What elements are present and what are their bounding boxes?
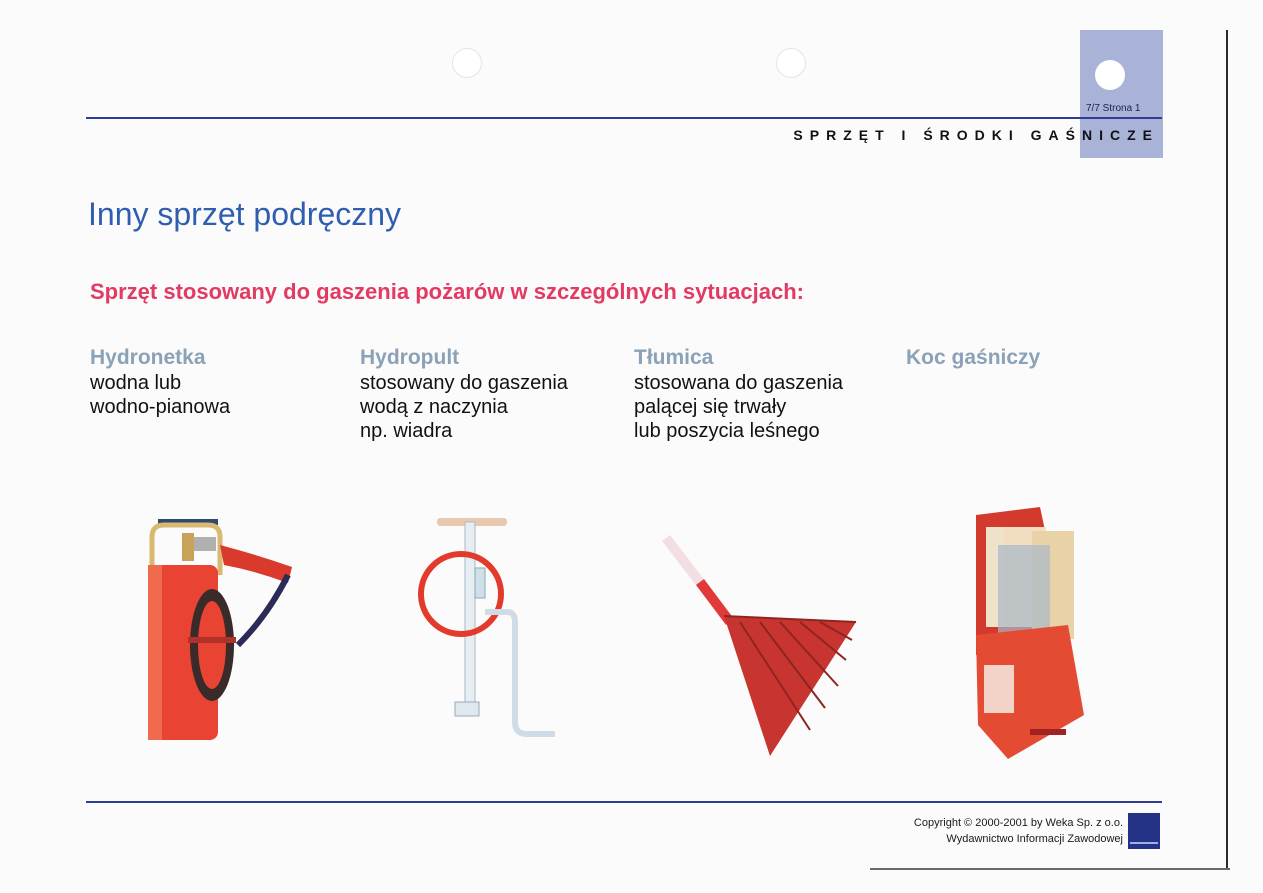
item-name: Koc gaśniczy: [906, 346, 1041, 369]
item-hydropult: [360, 345, 568, 443]
item-desc-line: np. wiadra: [360, 420, 453, 442]
item-name: Hydropult: [360, 346, 460, 369]
page-number: 7/7 Strona 1: [1086, 103, 1141, 114]
running-head: SPRZĘT I ŚRODKI GAŚNICZE: [793, 127, 1159, 143]
item-desc-line: stosowany do gaszenia: [360, 372, 568, 394]
hydropult-illustration-icon: [415, 512, 565, 750]
item-name: Hydronetka: [90, 346, 206, 369]
item-name: Tłumica: [634, 346, 714, 369]
copyright-line: Wydawnictwo Informacji Zawodowej: [946, 833, 1123, 845]
hydronetka-illustration-icon: [128, 515, 298, 740]
footer-rule: [86, 801, 1162, 803]
item-desc-line: stosowana do gaszenia: [634, 372, 844, 394]
item-desc-line: lub poszycia leśnego: [634, 420, 820, 442]
item-desc-line: wodna lub: [90, 372, 182, 394]
copyright-line: Copyright © 2000-2001 by Weka Sp. z o.o.: [913, 817, 1123, 829]
punch-hole-icon: [776, 48, 806, 78]
punch-hole-icon: [452, 48, 482, 78]
copyright: [914, 815, 1123, 847]
tab-hole-icon: [1095, 60, 1125, 90]
weka-logo-stripe-icon: [1130, 842, 1158, 844]
page-title: Inny sprzęt podręczny: [88, 196, 402, 232]
koc-gasniczy-illustration-icon: [968, 505, 1088, 763]
item-tlumica: [634, 345, 843, 443]
header-rule: [86, 117, 1162, 119]
tlumica-illustration-icon: [660, 530, 865, 760]
item-desc-line: wodno-pianowa: [90, 396, 231, 418]
page-edge-shadow-bottom: [870, 868, 1230, 870]
page-edge-shadow: [1226, 30, 1228, 870]
item-hydronetka: [90, 345, 230, 419]
subtitle: Sprzęt stosowany do gaszenia pożarów w szczególnych sytuacjach:: [90, 279, 804, 304]
item-desc-line: palącej się trwały: [634, 396, 787, 418]
item-koc-gasniczy: [906, 345, 1040, 371]
item-desc-line: wodą z naczynia: [360, 396, 508, 418]
